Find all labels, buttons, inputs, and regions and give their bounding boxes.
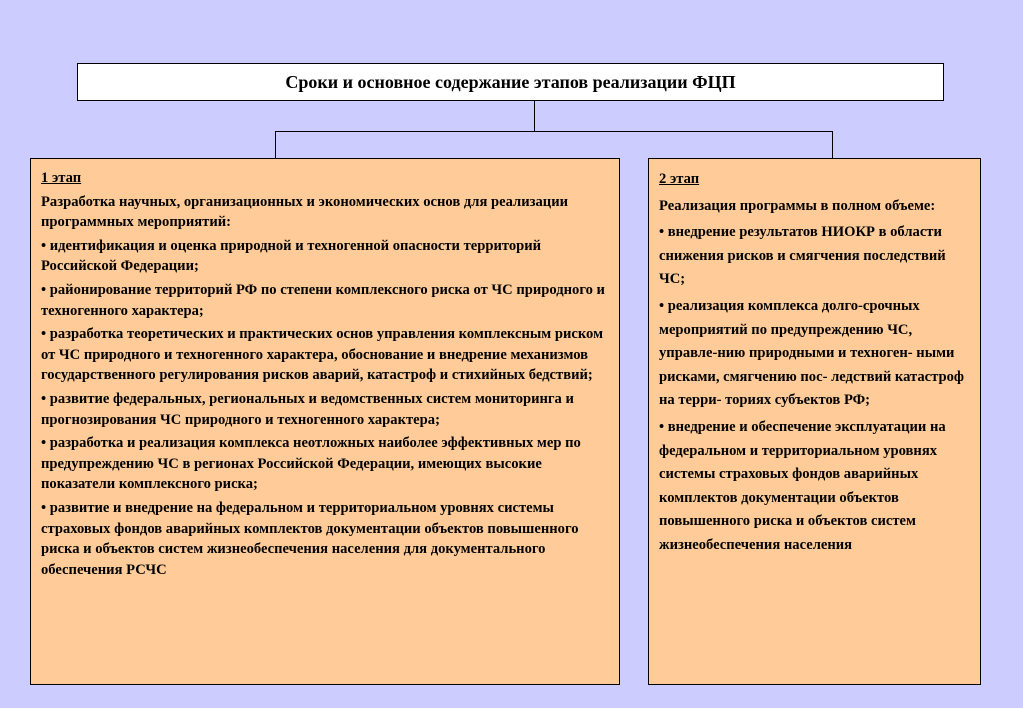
stage-1-item: • развитие федеральных, региональных и ведомственных систем мониторинга и прогнозирования ЧС природного и техногенного характера;	[41, 390, 574, 428]
stage-2-item: • внедрение и обеспечение эксплуатации на федеральном и территориальном уровнях системы страховых фондов аварийных комплектов документации объектов повышенного риска и объектов систем жизнеобеспечения населения	[659, 418, 946, 553]
stage-1-item: • развитие и внедрение на федеральном и территориальном уровнях системы страховых фондов аварийных комплектов документации объектов повышенного риска и объектов систем жизнеобеспечения населения для документального обеспечения РСЧС	[41, 499, 579, 578]
diagram-title: Сроки и основное содержание этапов реализации ФЦП	[77, 63, 944, 101]
connector-right-drop	[832, 131, 833, 158]
stage-1-label: 1 этап	[41, 170, 82, 186]
stage-2-label: 2 этап	[659, 171, 700, 187]
stage-1-item: Разработка научных, организационных и экономических основ для реализации программных мероприятий:	[41, 193, 569, 231]
connector-left-drop	[275, 131, 276, 158]
stage-2-item: • внедрение результатов НИОКР в области снижения рисков и смягчения последствий ЧС;	[659, 224, 946, 288]
stage-1-box	[30, 158, 620, 685]
stage-1-item: • идентификация и оценка природной и техногенной опасности территорий Российской Федерации;	[41, 237, 542, 275]
stage-1-item: • районирование территорий РФ по степени комплексного риска от ЧС природного и техногенного характера;	[41, 281, 605, 319]
connector-vertical-main	[534, 101, 535, 132]
stage-2-item: Реализация программы в полном объеме:	[659, 197, 936, 214]
stage-2-box	[648, 158, 981, 685]
connector-horizontal	[275, 131, 833, 132]
stage-2-item: • реализация комплекса долго-срочных мероприятий по предупреждению ЧС, управле-нию природными и техноген- ными рисками, смягчению пос- ледствий катастроф на терри- ториях субъектов РФ;	[659, 297, 965, 409]
stage-1-item: • разработка теоретических и практических основ управления комплексным риском от ЧС природного и техногенного характера, обоснование и внедрение механизмов государственного регулирования рисков аварий, катастроф и стихийных бедствий;	[41, 326, 604, 384]
stage-1-item: • разработка и реализация комплекса неотложных наиболее эффективных мер по предупреждению ЧС в регионах Российской Федерации, имеющих высокие показатели комплексного риска;	[41, 435, 581, 493]
